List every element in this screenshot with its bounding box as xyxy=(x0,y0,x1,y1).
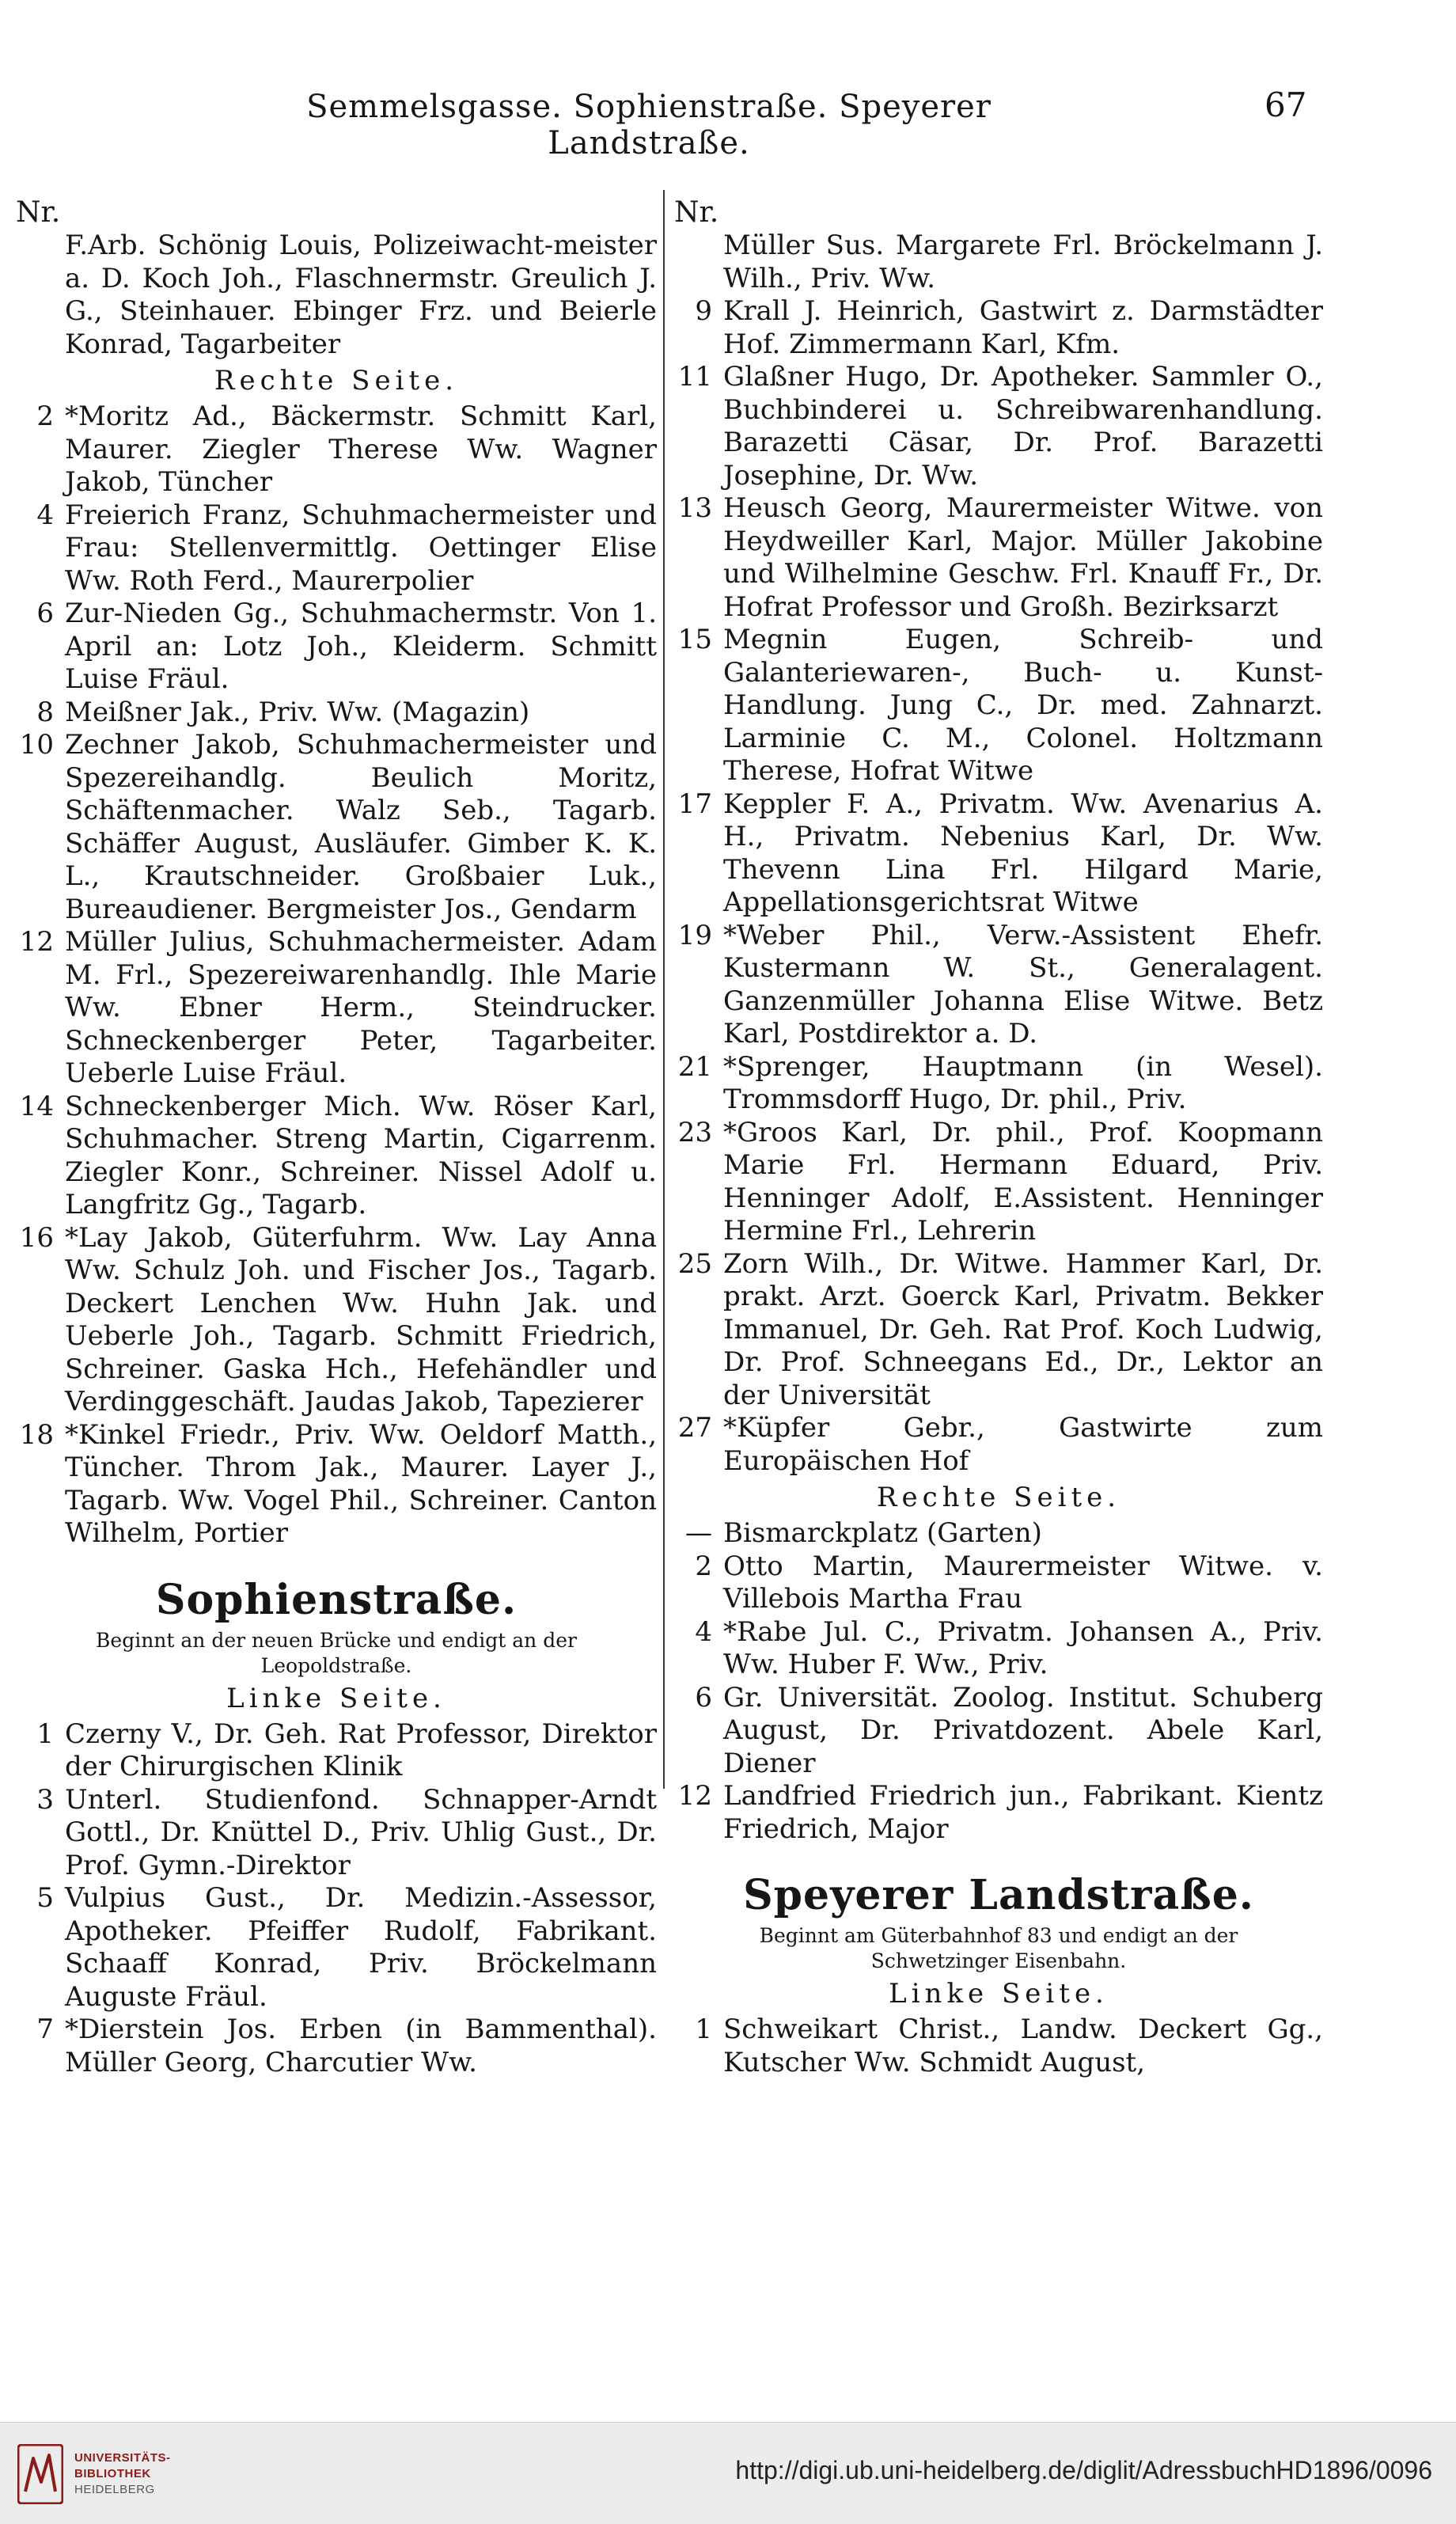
directory-entry xyxy=(674,295,1323,361)
house-number: 6 xyxy=(695,1681,712,1714)
entries-right-side xyxy=(16,400,657,1550)
directory-entry xyxy=(16,696,657,730)
directory-entry xyxy=(16,499,657,598)
house-number: 6 xyxy=(36,598,54,629)
library-logo[interactable] xyxy=(17,2439,215,2510)
directory-entry xyxy=(16,1718,657,1784)
directory-entry xyxy=(674,1780,1323,1846)
directory-entry xyxy=(674,2014,1323,2079)
directory-entry xyxy=(674,624,1323,788)
permalink-url[interactable]: http://digi.ub.uni-heidelberg.de/diglit/AdressbuchHD1896/0096 xyxy=(735,2456,1432,2484)
directory-entry xyxy=(674,788,1323,920)
house-number: — xyxy=(685,1517,712,1549)
house-number: 27 xyxy=(677,1412,712,1444)
resident-list: Bismarckplatz (Garten) xyxy=(723,1517,1042,1549)
directory-entry xyxy=(674,1051,1323,1117)
street-title: Speyerer Landstraße. xyxy=(743,1871,1254,1919)
page-number: 67 xyxy=(1265,85,1307,124)
entries-top xyxy=(674,230,1323,1478)
house-number: 12 xyxy=(19,926,54,958)
house-number: 23 xyxy=(677,1116,712,1148)
resident-list: *Kinkel Friedr., Priv. Ww. Oeldorf Matth., Tüncher. Throm Jak., Maurer. Layer J., Tagarb. Ww. Vogel Phil., Schreiner. Canton Wilhelm, Portier xyxy=(65,1418,657,1549)
directory-entry xyxy=(674,230,1323,295)
resident-list: Müller Julius, Schuhmachermeister. Adam M. Frl., Spezereiwarenhandlg. Ihle Marie Ww. Ebner Herm., Steindrucker. Schneckenberger Peter, Tagarbeiter. Ueberle Luise Fräul. xyxy=(65,926,657,1089)
directory-entry xyxy=(674,1616,1323,1682)
house-number: 4 xyxy=(695,1615,712,1648)
directory-entry xyxy=(674,492,1323,624)
house-number xyxy=(674,230,723,295)
column-divider xyxy=(663,190,665,1789)
directory-entry xyxy=(16,1419,657,1550)
resident-list: *Groos Karl, Dr. phil., Prof. Koopmann Marie Frl. Hermann Eduard, Priv. Henninger Adolf, E.Assistent. Henninger Hermine Frl., Lehrerin xyxy=(723,1116,1323,1247)
resident-list: Czerny V., Dr. Geh. Rat Professor, Direktor der Chirurgischen Klinik xyxy=(65,1717,657,1782)
resident-list: *Rabe Jul. C., Privatm. Johansen A., Priv. Ww. Huber F. Ww., Priv. xyxy=(723,1615,1323,1680)
directory-entry xyxy=(16,1222,657,1419)
right-column xyxy=(674,196,1323,2079)
resident-list: *Lay Jakob, Güterfuhrm. Ww. Lay Anna Ww. Schulz Joh. und Fischer Jos., Tagarb. Deckert Lenchen Ww. Huhn Jak. und Ueberle Joh., Tagarb. Schmitt Friedrich, Schreiner. Gaska Hch., Hefehändler und Verdinggeschäft. Jaudas Jakob, Tapezierer xyxy=(65,1221,657,1418)
entries-top xyxy=(16,230,657,361)
resident-list: Otto Martin, Maurermeister Witwe. v. Villebois Martha Frau xyxy=(723,1550,1323,1615)
resident-list: Zorn Wilh., Dr. Witwe. Hammer Karl, Dr. prakt. Arzt. Goerck Karl, Privatm. Bekker Immanuel, Dr. Geh. Rat Prof. Koch Ludwig, Dr. Prof. Schneegans Ed., Dr., Lektor an der Universität xyxy=(723,1247,1323,1411)
house-number: 1 xyxy=(695,2014,712,2045)
resident-list: Glaßner Hugo, Dr. Apotheker. Sammler O., Buchbinderei u. Schreibwarenhandlung. Barazetti Cäsar, Dr. Prof. Barazetti Josephine, Dr. Ww. xyxy=(723,361,1323,492)
directory-entry xyxy=(674,1517,1323,1550)
directory-entry xyxy=(16,400,657,499)
house-number: 17 xyxy=(677,788,712,820)
resident-list: Gr. Universität. Zoolog. Institut. Schuberg August, Dr. Privatdozent. Abele Karl, Diener xyxy=(723,1681,1323,1779)
directory-entry xyxy=(674,1117,1323,1248)
resident-list: *Weber Phil., Verw.-Assistent Ehefr. Kustermann W. St., Generalagent. Ganzenmüller Johanna Elise Witwe. Betz Karl, Postdirektor a. D. xyxy=(723,919,1323,1049)
resident-list: Unterl. Studienfond. Schnapper-Arndt Gottl., Dr. Knüttel D., Priv. Uhlig Gust., Dr. Prof. Gymn.-Direktor xyxy=(65,1783,657,1881)
street-description: Beginnt an der neuen Brücke und endigt an der Leopoldstraße. xyxy=(96,1628,577,1677)
logo-line: UNIVERSITÄTS- xyxy=(74,2451,171,2465)
resident-list: Vulpius Gust., Dr. Medizin.-Assessor, Apotheker. Pfeiffer Rudolf, Fabrikant. Schaaff Konrad, Priv. Bröckelmann Auguste Fräul. xyxy=(65,1882,657,2013)
directory-entry xyxy=(16,598,657,696)
side-heading: Rechte Seite. xyxy=(876,1482,1121,1513)
nr-label: Nr. xyxy=(16,196,61,229)
house-number: 12 xyxy=(677,1780,712,1812)
resident-list: Freierich Franz, Schuhmachermeister und Frau: Stellenvermittlg. Oettinger Elise Ww. Roth Ferd., Maurerpolier xyxy=(65,499,657,597)
directory-entry xyxy=(674,1412,1323,1478)
resident-list: Keppler F. A., Privatm. Ww. Avenarius A. H., Privatm. Nebenius Karl, Dr. Ww. Thevenn Lina Frl. Hilgard Marie, Appellationsgerichtsrat Witwe xyxy=(723,788,1323,918)
directory-entry xyxy=(16,729,657,926)
directory-entry xyxy=(16,926,657,1091)
resident-list: F.Arb. Schönig Louis, Polizeiwacht-meister a. D. Koch Joh., Flaschnermstr. Greulich J. G., Steinhauer. Ebinger Frz. und Beierle Konrad, Tagarbeiter xyxy=(65,230,657,360)
directory-entry xyxy=(16,1091,657,1222)
directory-entry xyxy=(16,2014,657,2079)
house-number: 2 xyxy=(695,1550,712,1582)
street-description: Beginnt am Güterbahnhof 83 und endigt an der Schwetzinger Eisenbahn. xyxy=(759,1924,1238,1972)
directory-entry xyxy=(674,1682,1323,1781)
resident-list: Landfried Friedrich jun., Fabrikant. Kientz Friedrich, Major xyxy=(723,1780,1323,1845)
house-number: 9 xyxy=(695,295,712,327)
logo-line: HEIDELBERG xyxy=(74,2483,155,2496)
library-seal-icon xyxy=(17,2444,63,2504)
resident-list: Heusch Georg, Maurermeister Witwe. von Heydweiller Karl, Major. Müller Jakobine und Wilhelmine Geschw. Frl. Knauff Fr., Dr. Hofrat Professor und Großh. Bezirksarzt xyxy=(723,492,1323,623)
resident-list: Zechner Jakob, Schuhmachermeister und Spezereihandlg. Beulich Moritz, Schäftenmacher. Walz Seb., Tagarb. Schäffer August, Ausläufer. Gimber K. K. L., Krautschneider. Großbaier Luk., Bureaudiener. Bergmeister Jos., Gendarm xyxy=(65,729,657,925)
house-number: 19 xyxy=(677,919,712,951)
resident-list: *Moritz Ad., Bäckermstr. Schmitt Karl, Maurer. Ziegler Therese Ww. Wagner Jakob, Tüncher xyxy=(65,400,657,498)
resident-list: Schweikart Christ., Landw. Deckert Gg., Kutscher Ww. Schmidt August, xyxy=(723,2014,1323,2078)
resident-list: Meißner Jak., Priv. Ww. (Magazin) xyxy=(65,696,530,728)
directory-entry xyxy=(674,920,1323,1051)
directory-entry xyxy=(674,1550,1323,1616)
house-number xyxy=(16,230,65,361)
directory-entry xyxy=(674,361,1323,492)
house-number: 3 xyxy=(36,1783,54,1816)
house-number: 7 xyxy=(36,2014,54,2045)
side-heading: Linke Seite. xyxy=(889,1978,1109,2010)
directory-entry xyxy=(16,1784,657,1883)
resident-list: Megnin Eugen, Schreib- und Galanteriewaren-, Buch- u. Kunst-Handlung. Jung C., Dr. med. Zahnarzt. Larminie C. M., Colonel. Holtzmann Therese, Hofrat Witwe xyxy=(723,624,1323,787)
left-column xyxy=(16,196,657,2079)
resident-list: *Küpfer Gebr., Gastwirte zum Europäischen Hof xyxy=(723,1412,1323,1477)
library-name xyxy=(74,2450,171,2498)
house-number: 14 xyxy=(19,1090,54,1122)
resident-list: *Dierstein Jos. Erben (in Bammenthal). Müller Georg, Charcutier Ww. xyxy=(65,2014,657,2078)
resident-list: *Sprenger, Hauptmann (in Wesel). Trommsdorff Hugo, Dr. phil., Priv. xyxy=(723,1050,1323,1115)
house-number: 5 xyxy=(36,1882,54,1914)
house-number: 2 xyxy=(36,400,54,432)
house-number: 15 xyxy=(677,624,712,655)
house-number: 25 xyxy=(677,1247,712,1280)
resident-list: Zur-Nieden Gg., Schuhmachermstr. Von 1. April an: Lotz Joh., Kleiderm. Schmitt Luise Fräul. xyxy=(65,598,657,695)
entries-right-side xyxy=(674,1517,1323,1846)
side-heading: Linke Seite. xyxy=(226,1682,446,1714)
house-number: 10 xyxy=(19,729,54,761)
house-number: 16 xyxy=(19,1221,54,1254)
logo-line: BIBLIOTHEK xyxy=(74,2467,151,2480)
house-number: 1 xyxy=(36,1717,54,1750)
viewer-footer xyxy=(0,2422,1456,2524)
house-number: 4 xyxy=(36,499,54,531)
resident-list: Müller Sus. Margarete Frl. Bröckelmann J. Wilh., Priv. Ww. xyxy=(723,230,1323,294)
street-title: Sophienstraße. xyxy=(155,1575,518,1624)
resident-list: Krall J. Heinrich, Gastwirt z. Darmstädter Hof. Zimmermann Karl, Kfm. xyxy=(723,295,1323,360)
house-number: 13 xyxy=(677,492,712,524)
directory-entry xyxy=(16,230,657,361)
directory-entry xyxy=(16,1882,657,2014)
running-head: Semmelsgasse. Sophienstraße. Speyerer Landstraße. xyxy=(306,89,992,161)
house-number: 11 xyxy=(677,361,712,393)
nr-label: Nr. xyxy=(674,196,719,229)
resident-list: Schneckenberger Mich. Ww. Röser Karl, Schuhmacher. Streng Martin, Cigarrenm. Ziegler Konr., Schreiner. Nissel Adolf u. Langfritz Gg., Tagarb. xyxy=(65,1090,657,1220)
entries-sophienstrasse xyxy=(16,1718,657,2080)
house-number: 8 xyxy=(36,696,54,728)
entries-speyerer xyxy=(674,2014,1323,2079)
directory-entry xyxy=(674,1248,1323,1413)
house-number: 21 xyxy=(677,1050,712,1083)
side-heading: Rechte Seite. xyxy=(214,365,459,397)
house-number: 18 xyxy=(19,1418,54,1451)
